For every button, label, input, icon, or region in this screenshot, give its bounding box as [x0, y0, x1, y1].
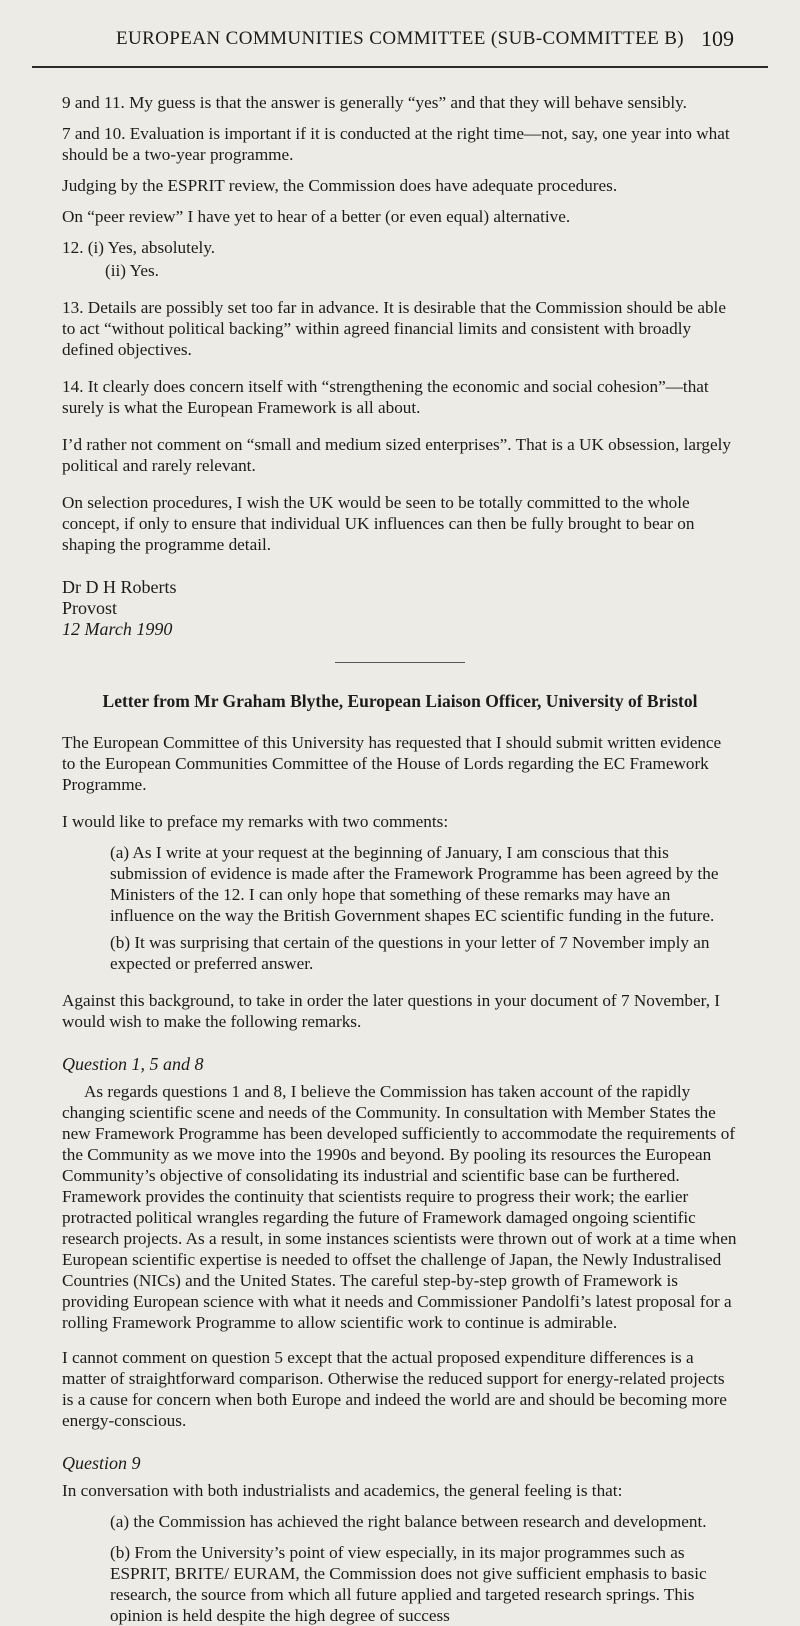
paragraph: As regards questions 1 and 8, I believe the Commission has taken account of the rapidly changing scientific scene and needs of the Community. In consultation with Member States the new Framework Programme has been developed sufficiently to accommodate the requirements of the Community as we move into the 1990s and beyond. By pooling its resources the European Community’s objective of consolidating its industrial and scientific base can be furthered. Framework provides the continuity that scientists require to progress their work; the earlier protracted political wrangles regarding the future of Framework damaged ongoing scientific research projects. As a result, in some instances scientists were thrown out of work at a time when European scientific expertise is needed to offset the challenge of Japan, the Newly Industralised Countries (NICs) and the United States. The careful step-by-step growth of Framework is providing European science with what it needs and Commissioner Pandolfi’s latest proposal for a rolling Framework Programme to allow scientific work to continue is admirable. — [62, 1082, 737, 1332]
question-9-item-a: (a) the Commission has achieved the right balance between research and development. — [110, 1512, 707, 1531]
paragraph: I would like to preface my remarks with two comments: — [62, 812, 449, 831]
question-9-item-b: (b) From the University’s point of view especially, in its major programmes such as ESPRIT, BRITE/ EURAM, the Commission does not give sufficient emphasis to basic research, the source from which all future applied and targeted research springs. This opinion is held despite the high degree of success — [110, 1543, 707, 1625]
comment-a: (a) As I write at your request at the beginning of January, I am conscious that this submission of evidence is made after the Framework Programme has been agreed by the Ministers of the 12. I can only hope that something of these remarks may have an influence on the way the British Government shapes EC scientific funding in the future. — [110, 843, 719, 925]
item-12-line-1: 12. (i) Yes, absolutely. — [62, 238, 216, 257]
question-9-heading: Question 9 — [62, 1453, 141, 1473]
paragraph: Judging by the ESPRIT review, the Commission does have adequate procedures. — [62, 176, 618, 195]
signature-block — [62, 577, 738, 640]
section-divider — [335, 662, 465, 663]
page-number: 109 — [701, 26, 734, 51]
paragraph: Against this background, to take in order the later questions in your document of 7 November, I would wish to make the following remarks. — [62, 991, 721, 1031]
item-12-line-2: (ii) Yes. — [105, 261, 159, 280]
signatory-name: Dr D H Roberts — [62, 577, 177, 597]
paragraph: 13. Details are possibly set too far in advance. It is desirable that the Commission should be able to act “without political backing” within agreed financial limits and consistent with broadly defined objectives. — [62, 298, 726, 359]
paragraph: On selection procedures, I wish the UK would be seen to be totally committed to the whole concept, if only to ensure that individual UK influences can then be fully brought to bear on shaping the programme detail. — [62, 493, 695, 554]
paragraph: 9 and 11. My guess is that the answer is generally “yes” and that they will behave sensibly. — [62, 93, 687, 112]
paragraph: The European Committee of this University has requested that I should submit written evidence to the European Communities Committee of the House of Lords regarding the EC Framework Programme. — [62, 733, 722, 794]
letter-heading: Letter from Mr Graham Blythe, European Liaison Officer, University of Bristol — [102, 691, 698, 711]
signatory-role: Provost — [62, 598, 118, 618]
paragraph: 7 and 10. Evaluation is important if it is conducted at the right time—not, say, one year into what should be a two-year programme. — [62, 124, 730, 164]
paragraph: 14. It clearly does concern itself with “strengthening the economic and social cohesion”—that surely is what the European Framework is all about. — [62, 377, 709, 417]
paragraph: On “peer review” I have yet to hear of a better (or even equal) alternative. — [62, 207, 571, 226]
question-1-5-8-heading: Question 1, 5 and 8 — [62, 1054, 204, 1074]
paragraph: I cannot comment on question 5 except that the actual proposed expenditure differences is a matter of straightforward comparison. Otherwise the reduced support for energy-related projects is a cause for concern when both Europe and indeed the world are and should be becoming more energy-conscious. — [62, 1348, 727, 1430]
paragraph: I’d rather not comment on “small and medium sized enterprises”. That is a UK obsession, largely political and rarely relevant. — [62, 435, 732, 475]
comment-b: (b) It was surprising that certain of the questions in your letter of 7 November imply an expected or preferred answer. — [110, 933, 710, 973]
paragraph: In conversation with both industrialists and academics, the general feeling is that: — [62, 1481, 623, 1500]
running-title: EUROPEAN COMMUNITIES COMMITTEE (SUB-COMMITTEE B) — [115, 28, 685, 49]
document-body — [62, 92, 738, 1626]
page-header — [32, 0, 768, 68]
signature-date: 12 March 1990 — [62, 619, 173, 639]
